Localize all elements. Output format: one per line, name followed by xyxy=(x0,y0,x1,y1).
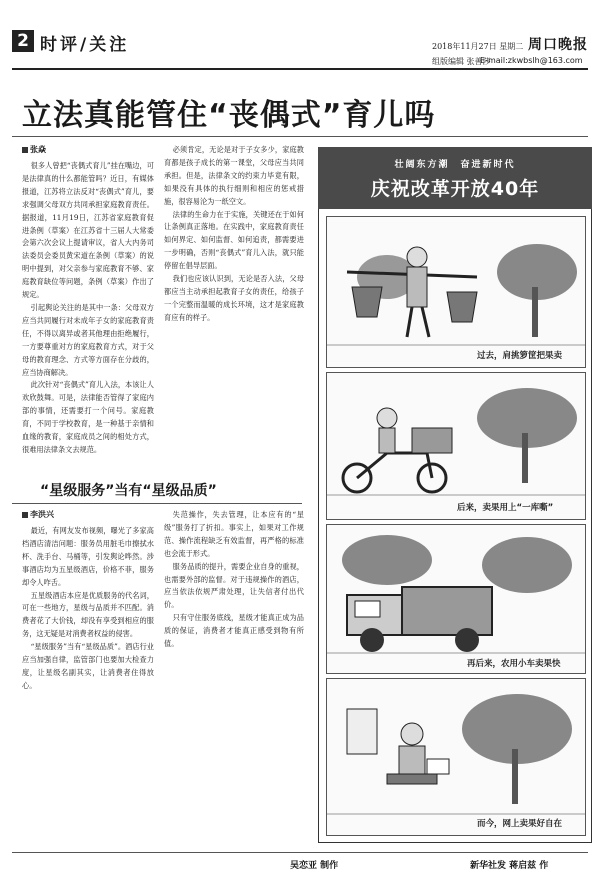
article2-col1-paragraph: “星级服务”当有“星级品质”。酒店行业应当加强自律，监管部门也要加大检查力度，让星级名副其实，让消费者住得放心。 xyxy=(22,642,154,690)
comic-panel-truck xyxy=(326,524,586,674)
online-selling-illustration xyxy=(327,679,585,835)
issue-date: 2018年11月27日 星期二 xyxy=(432,42,524,51)
article1-col1-paragraph: 此次针对“丧偶式”育儿入法，本该让人欢欣鼓舞。可是，法律能否管得了家庭内部的事情，还需要打一个问号。家庭教育，不同于学校教育，是一种基于亲情和血缘的教育，家庭成员之间的相处方式，很难用法律条文去规范。 xyxy=(22,380,154,454)
article2-title: “星级服务”当有“星级品质” xyxy=(40,483,217,499)
article1-col1-paragraph: 引起舆论关注的是其中一条：父母双方应当共同履行对未成年子女的家庭教育责任，不得以离异或者其他理由拒绝履行，一方要尊重对方的家庭教育方式，对于父母的教育理念、方式等方面存在分歧的，应当协商解决。 xyxy=(22,302,154,377)
truck-illustration xyxy=(327,525,585,673)
article1-column-2 xyxy=(164,144,304,465)
comic-panel-motorcycle xyxy=(326,372,586,520)
article2-byline xyxy=(22,509,54,520)
article2-column-2 xyxy=(164,509,304,845)
page-number: 2 xyxy=(12,30,34,52)
article2-col2-paragraph: 服务品质的提升，需要企业自身的重视，也需要外部的监督。对于违规操作的酒店，应当依法依规严肃处理，让失信者付出代价。 xyxy=(164,561,304,610)
header-divider xyxy=(12,68,588,70)
article2-col1-paragraph: 五星级酒店本应是优质服务的代名词，可在一些地方，星级与品质并不匹配。消费者花了大价钱，却没有享受到相应的服务，这无疑是对消费者权益的侵害。 xyxy=(22,590,154,639)
comic-caption: 而今，网上卖果好自在 xyxy=(477,819,563,829)
byline-marker-icon xyxy=(22,147,28,153)
byline-marker-icon xyxy=(22,512,28,518)
article1-column-1 xyxy=(22,160,154,465)
article2-author: 李洪兴 xyxy=(30,510,54,519)
footer-credit-right: 新华社发 蒋启兹 作 xyxy=(470,861,549,871)
comic-panel-online xyxy=(326,678,586,836)
section-title: 时评/关注 xyxy=(40,35,130,55)
comic-caption: 过去，肩挑箩筐把果卖 xyxy=(477,351,563,361)
comic-banner-subtitle: 壮阔东方潮 奋进新时代 xyxy=(394,160,516,170)
article2-column-1 xyxy=(22,525,154,845)
comic-caption: 后来，卖果用上“一库嘶” xyxy=(457,503,554,513)
comic-banner-title: 庆祝改革开放40年 xyxy=(370,178,540,200)
article1-author: 张焱 xyxy=(30,145,46,154)
headline-divider xyxy=(12,136,588,137)
article2-col2-paragraph: 只有守住服务底线，星级才能真正成为品质的保证，消费者才能真正感受到物有所值。 xyxy=(164,613,304,649)
masthead-logo: 周口晚报 xyxy=(528,37,588,53)
editor-credit: 组版编辑 张善莎 xyxy=(432,57,491,66)
article2-divider xyxy=(12,503,302,504)
footer-divider xyxy=(12,852,588,853)
motorcycle-illustration xyxy=(327,373,585,519)
comic-caption: 再后来，农用小车卖果快 xyxy=(467,659,561,669)
article2-col1-paragraph: 最近，有网友发布视频，曝光了多家高档酒店清洁问题：服务员用脏毛巾擦拭水杯、洗手台、马桶等，引发舆论哗然。涉事酒店均为五星级酒店，价格不菲，服务却令人咋舌。 xyxy=(22,526,154,587)
article1-byline xyxy=(22,144,46,155)
article1-col2-paragraph: 必须肯定，无论是对于子女多少，家庭教育都是孩子成长的第一课堂，父母应当共同承担。但是，法律条文的约束力毕竟有限，如果没有具体的执行细则和相应的惩戒措施，很容易沦为一纸空文。 xyxy=(164,145,304,206)
main-headline: 立法真能管住“丧偶式”育儿吗 xyxy=(22,98,436,133)
article1-col2-paragraph: 法律的生命力在于实施，关键还在于如何让条例真正落地。在实践中，家庭教育责任如何界定、如何监督、如何追责，都需要进一步明确，否则“丧偶式”育儿入法，就只能停留在倡导层面。 xyxy=(164,209,304,271)
article1-col1-paragraph: 很多人曾把“丧偶式育儿”挂在嘴边，可是法律真的什么都能管吗？近日，有媒体报道，江苏将立法反对“丧偶式”育儿，要求强调父母双方共同承担家庭教育责任。据报道，11月19日，江苏省家庭教育促进条例（草案）在江苏省十三届人大常委会第六次会议上提请审议，省人大内务司法委员会委员黄宋道在条例（草案）的说明中提到，对父亲参与家庭教育不够、家庭教育缺位等问题，条例（草案）作出了规定。 xyxy=(22,161,154,300)
article2-col2-paragraph: 失范操作，失去管理，让本应有的“星级”服务打了折扣。事实上，如果对工作规范、操作流程缺乏有效监督，再严格的标准也会流于形式。 xyxy=(164,510,304,558)
footer-credit-left: 吴恋亚 制作 xyxy=(290,861,339,871)
editor-email: E-mail:zkwbslh@163.com xyxy=(480,56,583,65)
article1-col2-paragraph: 我们也应该认识到，无论是否入法，父母都应当主动承担起教育子女的责任，给孩子一个完整而温暖的成长环境，这才是家庭教育应有的样子。 xyxy=(164,274,304,322)
comic-panel-carrying-baskets xyxy=(326,216,586,368)
shoulder-pole-illustration xyxy=(327,217,585,367)
